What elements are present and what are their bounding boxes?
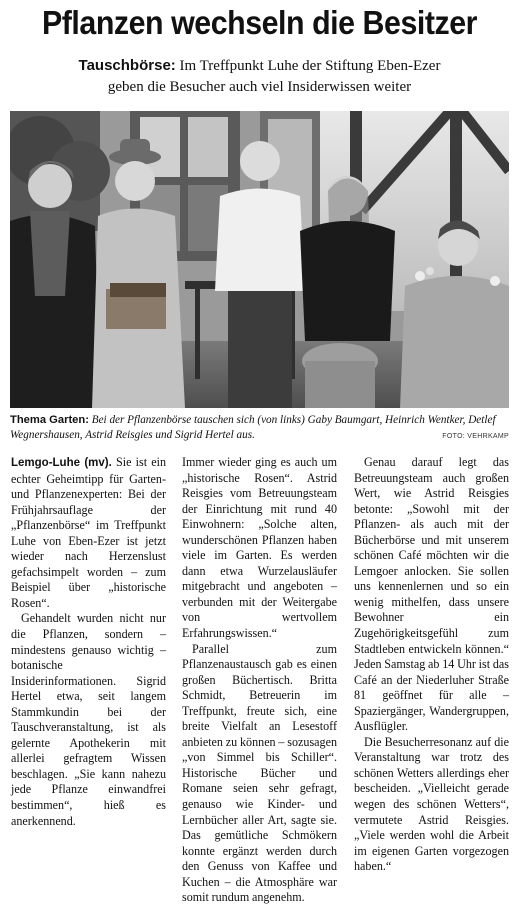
article-paragraph-4: Parallel zum Pflanzenaustausch gab es einen großen Büchertisch. Britta Schmidt, Betreuerin im Treffpunkt, freute sich, eine breite Vielfalt an Lesestoff anbieten zu können – sozusagen „von Simmel bis Schiller“. Historische Bücher und Romane seien sehr gefragt, genauso wie Kinder- und Lernbücher aller Art, sagte sie. Das gemütliche Schmökern konnte ergänzt werden durch den Genuss von Kaffee und Kuchen – die Atmosphäre war somit rundum angenehm. xyxy=(182,641,337,905)
dateline: Lemgo-Luhe (mv). xyxy=(11,457,112,469)
article-column-2 xyxy=(182,455,337,906)
subhead-kicker: Tauschbörse: xyxy=(78,57,176,74)
article-photo xyxy=(10,111,509,408)
photo-credit: FOTO: VEHRKAMP xyxy=(442,433,509,440)
article-paragraph-2: Gehandelt wurden nicht nur die Pflanzen, sondern – mindestens genauso wichtig – botanische Insiderinformationen. Sigrid Hertel etwa, seit langem Stammkundin bei der Tauschveranstaltung, ist als gelernte Apothekerin mit allerlei gefragtem Wissen beschlagen. „Sie kann nahezu jede Pflanze einwandfrei bestimmen“, hieß es anerkennend. xyxy=(11,611,166,828)
headline: Pflanzen wechseln die Besitzer xyxy=(41,4,478,41)
photo-caption xyxy=(10,413,509,442)
article-paragraph-5: Genau darauf legt das Betreuungsteam auch großen Wert, wie Astrid Reisgies betonte: „Sowohl mit der Pflanzen- als auch mit der Bücherbörse und mit unserem schönen Café möchten wir die Lemgoer anlocken. Sie sollen uns kennenlernen und so ein wenig mithelfen, dass unsere Bewohner ein Zugehörigkeitsgefühl zum Stadtleben entwickeln können.“ Jeden Samstag ab 14 Uhr ist das Café an der Niederluher Straße 81 geöffnet für alle – Spaziergänger, Wandergruppen, Ausflügler. xyxy=(354,455,509,734)
paragraph-1-text: Sie ist ein echter Geheimtipp für Garten- und Pflanzenexperten: Bei der Frühjahrsauflage der „Pflanzenbörse“ im Treffpunkt Luhe von Eben-Ezer ist jetzt wieder nach Herzenslust gefachsimpelt worden – zum Beispiel über „historische Rosen“. xyxy=(11,455,167,610)
article-paragraph-1 xyxy=(11,455,166,611)
subhead-line-1: Im Treffpunkt Luhe der Stiftung Eben-Ezer xyxy=(175,58,441,74)
caption-kicker: Thema Garten: xyxy=(10,414,89,426)
article-paragraph-6: Die Besucherresonanz auf die Veranstaltung war trotz des schönen Wetters allerdings eher bescheiden. „Vielleicht gerade wegen des schönen Wetters“, vermutete Astrid Reisgies. „Viele werden wohl die Arbeit im eigenen Garten vorgezogen haben.“ xyxy=(354,734,509,874)
caption-text: Bei der Pflanzenbörse tauschen sich (von links) Gaby Baumgart, Heinrich Wentker, Detlef Wegnershausen, Astrid Reisgies und Sigrid Hertel aus. xyxy=(10,414,496,441)
subheadline xyxy=(0,55,519,98)
article-paragraph-3-continued: Immer wieder ging es auch um „historische Rosen“. Astrid Reisgies vom Betreuungsteam der Einrichtung mit rund 40 Einwohnern: „Solche alten, wunderschönen Pflanzen haben viele im Garten. Es werden dann etwa Wurzelausläufer mitgebracht und angeboten – verbunden mit der Weitergabe von wertvollem Erfahrungswissen.“ xyxy=(182,455,337,641)
photo-illustration xyxy=(10,111,509,408)
subhead-line-2: geben die Besucher auch viel Insiderwissen weiter xyxy=(107,79,412,95)
article-column-3 xyxy=(354,455,509,875)
article-column-1 xyxy=(11,455,166,829)
